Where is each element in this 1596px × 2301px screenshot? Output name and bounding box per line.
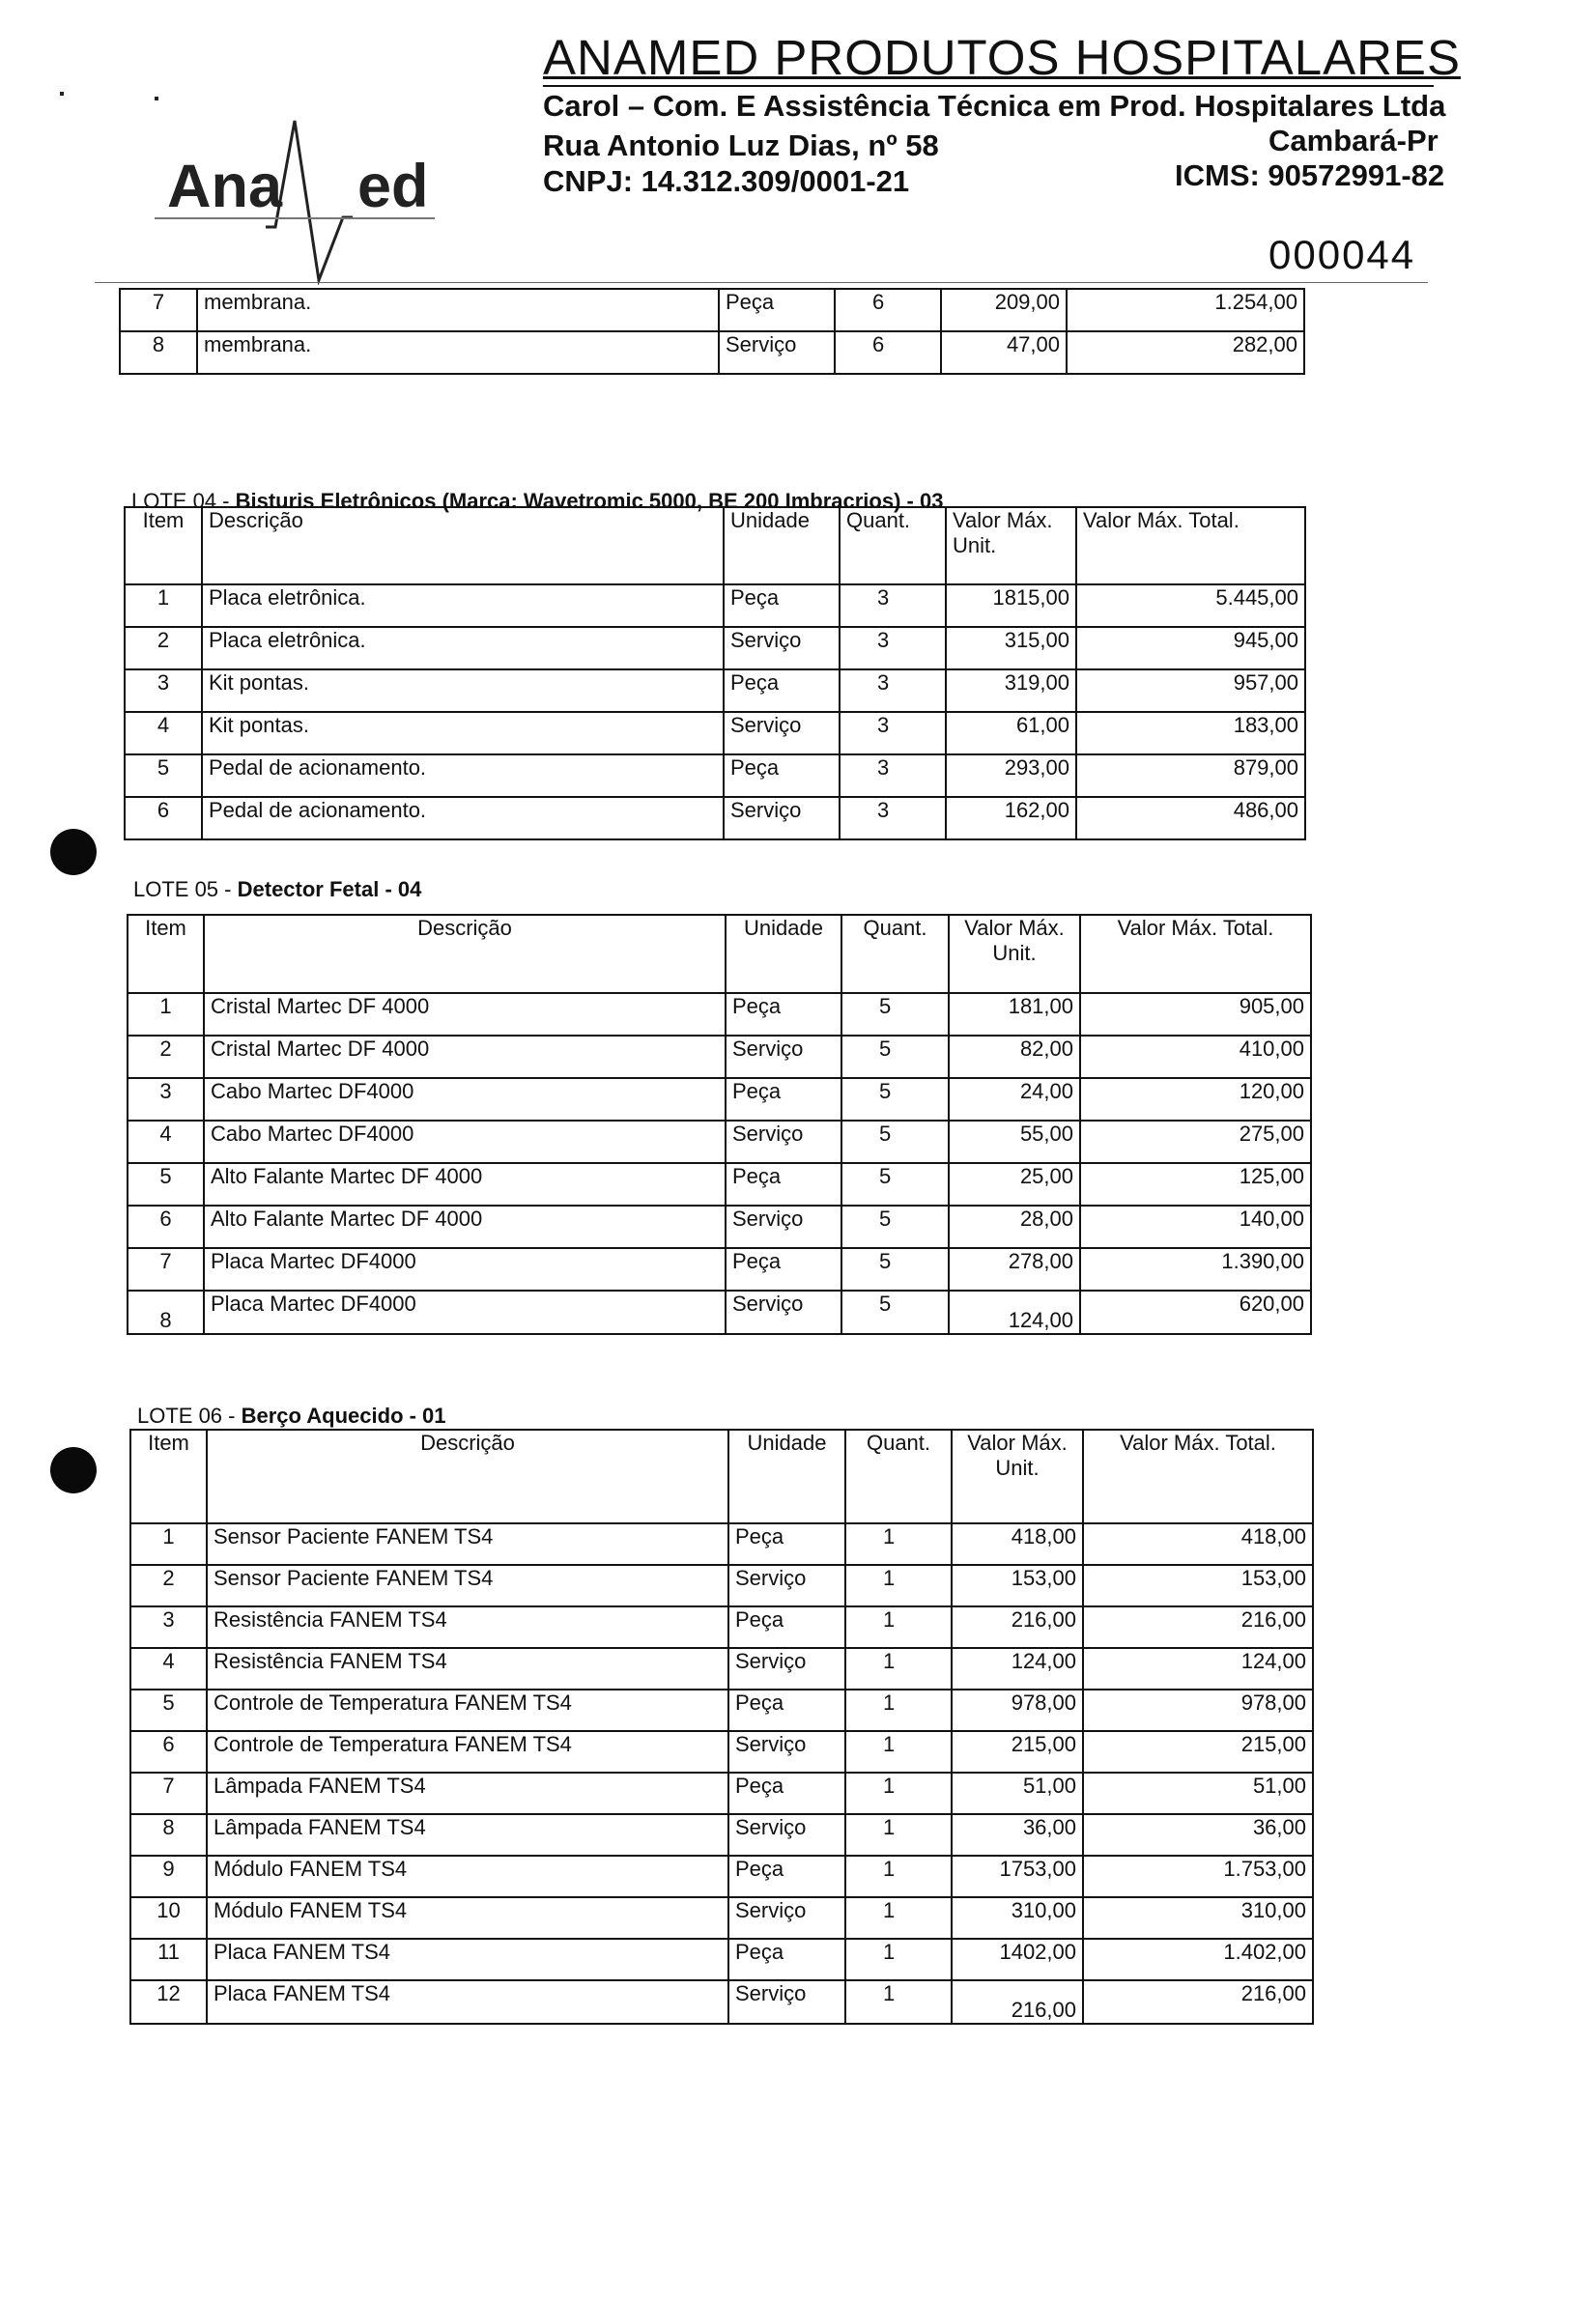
cell-quant: 5 (841, 1163, 949, 1206)
col-descricao-header: Descrição (204, 915, 726, 993)
table-row (130, 1856, 1313, 1897)
cell-descricao: Resistência FANEM TS4 (207, 1606, 728, 1648)
cell-quant: 1 (845, 1690, 952, 1731)
cell-quant: 1 (845, 1980, 952, 2024)
cell-quant: 6 (835, 289, 941, 331)
cell-unidade: Peça (728, 1773, 845, 1814)
table-row (130, 1565, 1313, 1606)
cell-valor-unit: 1815,00 (946, 584, 1076, 627)
lote04-sep: - (222, 489, 230, 513)
cell-item: 1 (130, 1523, 207, 1565)
col-valor-unit-header (952, 1430, 1083, 1523)
cell-descricao: Lâmpada FANEM TS4 (207, 1773, 728, 1814)
cell-descricao: Placa FANEM TS4 (207, 1980, 728, 2024)
cell-item: 5 (128, 1163, 204, 1206)
cell-valor-unit: 319,00 (946, 669, 1076, 712)
cell-descricao: membrana. (197, 331, 719, 374)
cell-valor-unit: 418,00 (952, 1523, 1083, 1565)
cell-descricao: Placa Martec DF4000 (204, 1291, 726, 1334)
table-row (130, 1897, 1313, 1939)
cell-unidade: Peça (728, 1523, 845, 1565)
cell-valor-total: 275,00 (1080, 1121, 1311, 1163)
table-row (130, 1939, 1313, 1980)
cell-valor-total: 5.445,00 (1076, 584, 1305, 627)
cell-valor-unit: 293,00 (946, 754, 1076, 797)
cell-item: 9 (130, 1856, 207, 1897)
cell-valor-total: 957,00 (1076, 669, 1305, 712)
cell-valor-unit: 162,00 (946, 797, 1076, 839)
cell-item: 1 (128, 993, 204, 1036)
lote04-table (124, 506, 1306, 840)
cell-descricao: Cristal Martec DF 4000 (204, 1036, 726, 1078)
cell-quant: 5 (841, 1206, 949, 1248)
cell-item: 4 (128, 1121, 204, 1163)
cell-quant: 1 (845, 1939, 952, 1980)
binder-hole (50, 829, 97, 875)
cell-quant: 5 (841, 1291, 949, 1334)
col-descricao-header: Descrição (207, 1430, 728, 1523)
cell-item: 6 (130, 1731, 207, 1773)
logo-text-left: Ana (167, 153, 283, 220)
cell-unidade: Peça (724, 584, 840, 627)
cell-quant: 3 (840, 584, 946, 627)
cell-valor-total: 282,00 (1067, 331, 1304, 374)
cell-item: 12 (130, 1980, 207, 2024)
company-city: Cambará-Pr (1268, 124, 1439, 157)
cell-unidade: Serviço (728, 1980, 845, 2024)
table-row (125, 797, 1305, 839)
cell-quant: 5 (841, 993, 949, 1036)
cell-descricao: Cabo Martec DF4000 (204, 1121, 726, 1163)
cell-descricao: Módulo FANEM TS4 (207, 1897, 728, 1939)
table-row (125, 669, 1305, 712)
company-legal-name: Carol – Com. E Assistência Técnica em Prod. Hospitalares Ltda (543, 89, 1446, 123)
table-row (128, 993, 1311, 1036)
col-valor-unit-l1: Valor Máx. (967, 1431, 1068, 1455)
cell-valor-total: 36,00 (1083, 1814, 1313, 1856)
cell-unidade: Serviço (728, 1814, 845, 1856)
cell-quant: 3 (840, 797, 946, 839)
table-row (130, 1980, 1313, 2024)
cell-valor-unit: 1753,00 (952, 1856, 1083, 1897)
lote04-label: LOTE 04 (131, 489, 217, 513)
logo-text-right: ed (357, 153, 429, 220)
cell-valor-unit: 216,00 (952, 1980, 1083, 2024)
table-row (128, 1121, 1311, 1163)
cell-descricao: membrana. (197, 289, 719, 331)
cell-unidade: Serviço (726, 1291, 841, 1334)
cell-valor-unit: 209,00 (941, 289, 1067, 331)
scan-speck (60, 92, 64, 96)
cell-unidade: Serviço (728, 1565, 845, 1606)
cell-valor-total: 183,00 (1076, 712, 1305, 754)
cell-item: 5 (130, 1690, 207, 1731)
cell-valor-total: 1.254,00 (1067, 289, 1304, 331)
cell-quant: 3 (840, 712, 946, 754)
cell-descricao: Alto Falante Martec DF 4000 (204, 1163, 726, 1206)
cell-unidade: Peça (728, 1690, 845, 1731)
cell-unidade: Serviço (724, 797, 840, 839)
cell-valor-total: 978,00 (1083, 1690, 1313, 1731)
cell-item: 7 (130, 1773, 207, 1814)
col-item-header: Item (128, 915, 204, 993)
table-row (128, 1163, 1311, 1206)
cell-valor-unit: 216,00 (952, 1606, 1083, 1648)
cell-valor-unit: 124,00 (949, 1291, 1080, 1334)
cell-unidade: Peça (724, 754, 840, 797)
table-row (130, 1523, 1313, 1565)
col-item-header: Item (125, 507, 202, 584)
col-unidade-header: Unidade (726, 915, 841, 993)
cell-valor-unit: 1402,00 (952, 1939, 1083, 1980)
cell-valor-total: 945,00 (1076, 627, 1305, 669)
table-row (128, 1206, 1311, 1248)
table-row (120, 331, 1304, 374)
lote05-sep: - (224, 877, 232, 901)
table-row (130, 1731, 1313, 1773)
table-row (125, 584, 1305, 627)
cell-unidade: Serviço (724, 627, 840, 669)
cell-quant: 1 (845, 1523, 952, 1565)
cell-item: 8 (128, 1291, 204, 1334)
lote06-name: Berço Aquecido - 01 (241, 1404, 446, 1428)
cell-valor-total: 215,00 (1083, 1731, 1313, 1773)
cell-item: 10 (130, 1897, 207, 1939)
cell-valor-total: 216,00 (1083, 1606, 1313, 1648)
table-row (125, 712, 1305, 754)
cell-valor-unit: 310,00 (952, 1897, 1083, 1939)
cell-valor-total: 1.753,00 (1083, 1856, 1313, 1897)
col-quant-header: Quant. (841, 915, 949, 993)
table-row (130, 1773, 1313, 1814)
cell-quant: 1 (845, 1897, 952, 1939)
cell-valor-unit: 124,00 (952, 1648, 1083, 1690)
cell-unidade: Serviço (724, 712, 840, 754)
table-row (125, 627, 1305, 669)
cell-unidade: Peça (719, 289, 835, 331)
col-item-header: Item (130, 1430, 207, 1523)
cell-quant: 1 (845, 1648, 952, 1690)
cell-item: 4 (125, 712, 202, 754)
cell-valor-total: 905,00 (1080, 993, 1311, 1036)
carry-over-table (119, 288, 1305, 375)
cell-item: 2 (130, 1565, 207, 1606)
col-valor-total-header: Valor Máx. Total. (1076, 507, 1305, 584)
cell-quant: 3 (840, 669, 946, 712)
cell-quant: 1 (845, 1814, 952, 1856)
cell-valor-total: 410,00 (1080, 1036, 1311, 1078)
cell-valor-unit: 153,00 (952, 1565, 1083, 1606)
cell-descricao: Cristal Martec DF 4000 (204, 993, 726, 1036)
cell-unidade: Serviço (726, 1036, 841, 1078)
col-unidade-header: Unidade (728, 1430, 845, 1523)
cell-descricao: Pedal de acionamento. (202, 797, 724, 839)
cell-descricao: Resistência FANEM TS4 (207, 1648, 728, 1690)
cell-item: 6 (125, 797, 202, 839)
cell-unidade: Peça (726, 993, 841, 1036)
lote05-name: Detector Fetal - 04 (237, 877, 422, 901)
cell-item: 2 (128, 1036, 204, 1078)
cell-unidade: Peça (728, 1606, 845, 1648)
company-name: ANAMED PRODUTOS HOSPITALARES (543, 30, 1461, 85)
lote04-name: Bisturis Eletrônicos (Marca: Wavetromic 5000, BE 200 Imbracrios) - 03 (235, 489, 944, 513)
cell-quant: 3 (840, 754, 946, 797)
cell-quant: 3 (840, 627, 946, 669)
cell-descricao: Placa Martec DF4000 (204, 1248, 726, 1291)
cell-unidade: Peça (726, 1078, 841, 1121)
cell-descricao: Pedal de acionamento. (202, 754, 724, 797)
table-row (130, 1606, 1313, 1648)
cell-descricao: Kit pontas. (202, 712, 724, 754)
cell-quant: 6 (835, 331, 941, 374)
cell-valor-total: 620,00 (1080, 1291, 1311, 1334)
col-valor-unit-header (946, 507, 1076, 584)
table-row (128, 1036, 1311, 1078)
col-valor-unit-l1: Valor Máx. (953, 508, 1053, 532)
cell-item: 7 (120, 289, 197, 331)
table-row (125, 754, 1305, 797)
lote06-table (129, 1429, 1314, 2025)
cell-descricao: Placa eletrônica. (202, 627, 724, 669)
cell-valor-total: 125,00 (1080, 1163, 1311, 1206)
table-row (128, 1291, 1311, 1334)
cell-valor-unit: 51,00 (952, 1773, 1083, 1814)
cell-valor-unit: 978,00 (952, 1690, 1083, 1731)
cell-descricao: Controle de Temperatura FANEM TS4 (207, 1690, 728, 1731)
cell-item: 3 (130, 1606, 207, 1648)
lote05-table (127, 914, 1312, 1335)
cell-valor-total: 140,00 (1080, 1206, 1311, 1248)
cell-valor-total: 418,00 (1083, 1523, 1313, 1565)
company-address: Rua Antonio Luz Dias, nº 58 (543, 128, 939, 162)
table-row (128, 1248, 1311, 1291)
cell-unidade: Peça (726, 1248, 841, 1291)
cell-unidade: Serviço (728, 1648, 845, 1690)
cell-unidade: Peça (728, 1939, 845, 1980)
logo-underline (155, 217, 435, 219)
cell-valor-total: 124,00 (1083, 1648, 1313, 1690)
scan-speck (155, 97, 158, 100)
table-row (130, 1690, 1313, 1731)
cell-valor-unit: 82,00 (949, 1036, 1080, 1078)
cell-valor-total: 310,00 (1083, 1897, 1313, 1939)
table-row (130, 1814, 1313, 1856)
cell-valor-unit: 61,00 (946, 712, 1076, 754)
cell-unidade: Peça (728, 1856, 845, 1897)
header-bottom-rule (95, 282, 1428, 283)
cell-quant: 1 (845, 1606, 952, 1648)
page-number: 000044 (1268, 232, 1416, 277)
cell-valor-unit: 181,00 (949, 993, 1080, 1036)
cell-descricao: Lâmpada FANEM TS4 (207, 1814, 728, 1856)
lote05-label: LOTE 05 (133, 877, 219, 901)
cell-valor-unit: 278,00 (949, 1248, 1080, 1291)
cell-item: 3 (128, 1078, 204, 1121)
binder-hole (50, 1447, 97, 1493)
lote05-title (133, 877, 421, 902)
cell-unidade: Serviço (719, 331, 835, 374)
cell-descricao: Kit pontas. (202, 669, 724, 712)
cell-valor-unit: 55,00 (949, 1121, 1080, 1163)
cell-valor-unit: 215,00 (952, 1731, 1083, 1773)
cell-unidade: Serviço (728, 1897, 845, 1939)
cell-valor-total: 1.402,00 (1083, 1939, 1313, 1980)
cell-item: 1 (125, 584, 202, 627)
col-descricao-header: Descrição (202, 507, 724, 584)
cell-unidade: Serviço (728, 1731, 845, 1773)
cell-quant: 1 (845, 1856, 952, 1897)
cell-valor-unit: 47,00 (941, 331, 1067, 374)
col-valor-unit-l2: Unit. (953, 533, 997, 557)
cell-unidade: Serviço (726, 1206, 841, 1248)
cell-valor-total: 216,00 (1083, 1980, 1313, 2024)
col-valor-unit-header (949, 915, 1080, 993)
col-valor-total-header: Valor Máx. Total. (1083, 1430, 1313, 1523)
cell-item: 11 (130, 1939, 207, 1980)
anamed-logo (145, 101, 464, 285)
header-rule (543, 85, 1434, 87)
company-icms: ICMS: 90572991-82 (1175, 158, 1445, 192)
cell-item: 2 (125, 627, 202, 669)
cell-descricao: Módulo FANEM TS4 (207, 1856, 728, 1897)
cell-item: 5 (125, 754, 202, 797)
table-row (130, 1648, 1313, 1690)
cell-item: 4 (130, 1648, 207, 1690)
col-valor-total-header: Valor Máx. Total. (1080, 915, 1311, 993)
col-valor-unit-l2: Unit. (992, 941, 1037, 965)
cell-unidade: Serviço (726, 1121, 841, 1163)
col-quant-header: Quant. (840, 507, 946, 584)
cell-item: 7 (128, 1248, 204, 1291)
lote06-label: LOTE 06 (137, 1404, 223, 1428)
cell-quant: 5 (841, 1248, 949, 1291)
col-unidade-header: Unidade (724, 507, 840, 584)
cell-descricao: Controle de Temperatura FANEM TS4 (207, 1731, 728, 1773)
cell-valor-unit: 36,00 (952, 1814, 1083, 1856)
cell-valor-unit: 28,00 (949, 1206, 1080, 1248)
cell-descricao: Placa eletrônica. (202, 584, 724, 627)
cell-item: 6 (128, 1206, 204, 1248)
col-quant-header: Quant. (845, 1430, 952, 1523)
lote06-title (137, 1404, 446, 1429)
cell-valor-total: 879,00 (1076, 754, 1305, 797)
cell-valor-total: 1.390,00 (1080, 1248, 1311, 1291)
cell-valor-total: 486,00 (1076, 797, 1305, 839)
cell-quant: 5 (841, 1036, 949, 1078)
cell-valor-unit: 24,00 (949, 1078, 1080, 1121)
company-cnpj: CNPJ: 14.312.309/0001-21 (543, 164, 910, 198)
cell-quant: 1 (845, 1731, 952, 1773)
cell-descricao: Sensor Paciente FANEM TS4 (207, 1523, 728, 1565)
cell-descricao: Alto Falante Martec DF 4000 (204, 1206, 726, 1248)
col-valor-unit-l2: Unit. (995, 1456, 1040, 1480)
cell-quant: 5 (841, 1078, 949, 1121)
heartbeat-logo-icon (266, 111, 353, 285)
cell-descricao: Cabo Martec DF4000 (204, 1078, 726, 1121)
lote06-sep: - (228, 1404, 236, 1428)
cell-quant: 5 (841, 1121, 949, 1163)
cell-item: 8 (120, 331, 197, 374)
cell-descricao: Sensor Paciente FANEM TS4 (207, 1565, 728, 1606)
cell-valor-unit: 25,00 (949, 1163, 1080, 1206)
cell-item: 8 (130, 1814, 207, 1856)
cell-unidade: Peça (726, 1163, 841, 1206)
col-valor-unit-l1: Valor Máx. (964, 916, 1065, 940)
cell-descricao: Placa FANEM TS4 (207, 1939, 728, 1980)
cell-valor-total: 153,00 (1083, 1565, 1313, 1606)
cell-quant: 1 (845, 1565, 952, 1606)
cell-valor-total: 51,00 (1083, 1773, 1313, 1814)
table-row (120, 289, 1304, 331)
cell-unidade: Peça (724, 669, 840, 712)
cell-item: 3 (125, 669, 202, 712)
cell-valor-unit: 315,00 (946, 627, 1076, 669)
cell-quant: 1 (845, 1773, 952, 1814)
cell-valor-total: 120,00 (1080, 1078, 1311, 1121)
table-row (128, 1078, 1311, 1121)
